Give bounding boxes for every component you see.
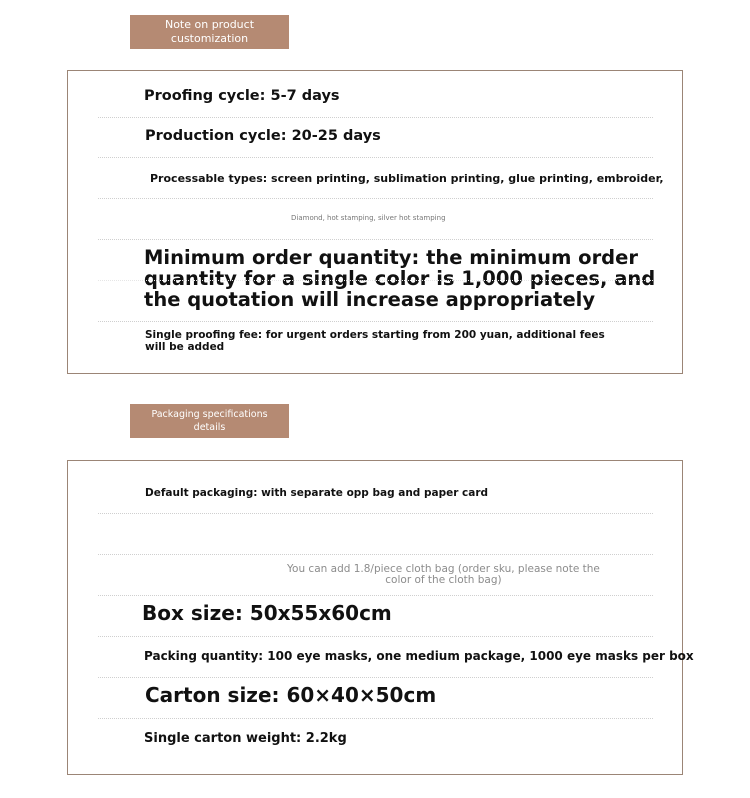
cloth-bag-note xyxy=(287,564,600,586)
divider xyxy=(98,239,653,240)
processable-types-continued: Diamond, hot stamping, silver hot stamping xyxy=(291,214,446,222)
moq-line-3: the quotation will increase appropriately xyxy=(144,288,596,311)
packing-quantity: Packing quantity: 100 eye masks, one medium package, 1000 eye masks per box xyxy=(144,649,694,663)
packaging-tag-label: Packaging specifications details xyxy=(151,409,268,433)
divider xyxy=(98,321,653,322)
cloth-bag-line-1: You can add 1.8/piece cloth bag (order sku, please note the xyxy=(287,563,600,575)
carton-size: Carton size: 60×40×50cm xyxy=(145,683,437,707)
processable-types: Processable types: screen printing, sublimation printing, glue printing, embroider, xyxy=(150,172,664,185)
single-carton-weight: Single carton weight: 2.2kg xyxy=(144,731,347,746)
packaging-section-tag xyxy=(130,404,289,438)
moq-line-2: quantity for a single color is 1,000 pieces, and xyxy=(144,267,656,290)
box-size: Box size: 50x55x60cm xyxy=(142,601,392,625)
divider xyxy=(98,198,653,199)
divider xyxy=(98,718,653,719)
divider xyxy=(98,280,653,281)
divider xyxy=(98,117,653,118)
customization-section-tag xyxy=(130,15,289,49)
default-packaging: Default packaging: with separate opp bag and paper card xyxy=(145,487,489,499)
proofing-cycle: Proofing cycle: 5-7 days xyxy=(144,88,340,104)
divider xyxy=(98,554,653,555)
divider xyxy=(98,636,653,637)
single-proofing-fee xyxy=(145,329,605,353)
divider xyxy=(98,677,653,678)
divider xyxy=(98,157,653,158)
divider xyxy=(98,513,653,514)
moq-line-1: Minimum order quantity: the minimum order xyxy=(144,246,638,269)
minimum-order-quantity xyxy=(144,247,655,310)
production-cycle: Production cycle: 20-25 days xyxy=(145,128,381,144)
cloth-bag-line-2: color of the cloth bag) xyxy=(385,574,502,586)
divider xyxy=(98,595,653,596)
proofing-fee-line-2: will be added xyxy=(145,341,225,353)
customization-tag-label: Note on product customization xyxy=(164,18,255,45)
proofing-fee-line-1: Single proofing fee: for urgent orders starting from 200 yuan, additional fees xyxy=(145,329,605,341)
